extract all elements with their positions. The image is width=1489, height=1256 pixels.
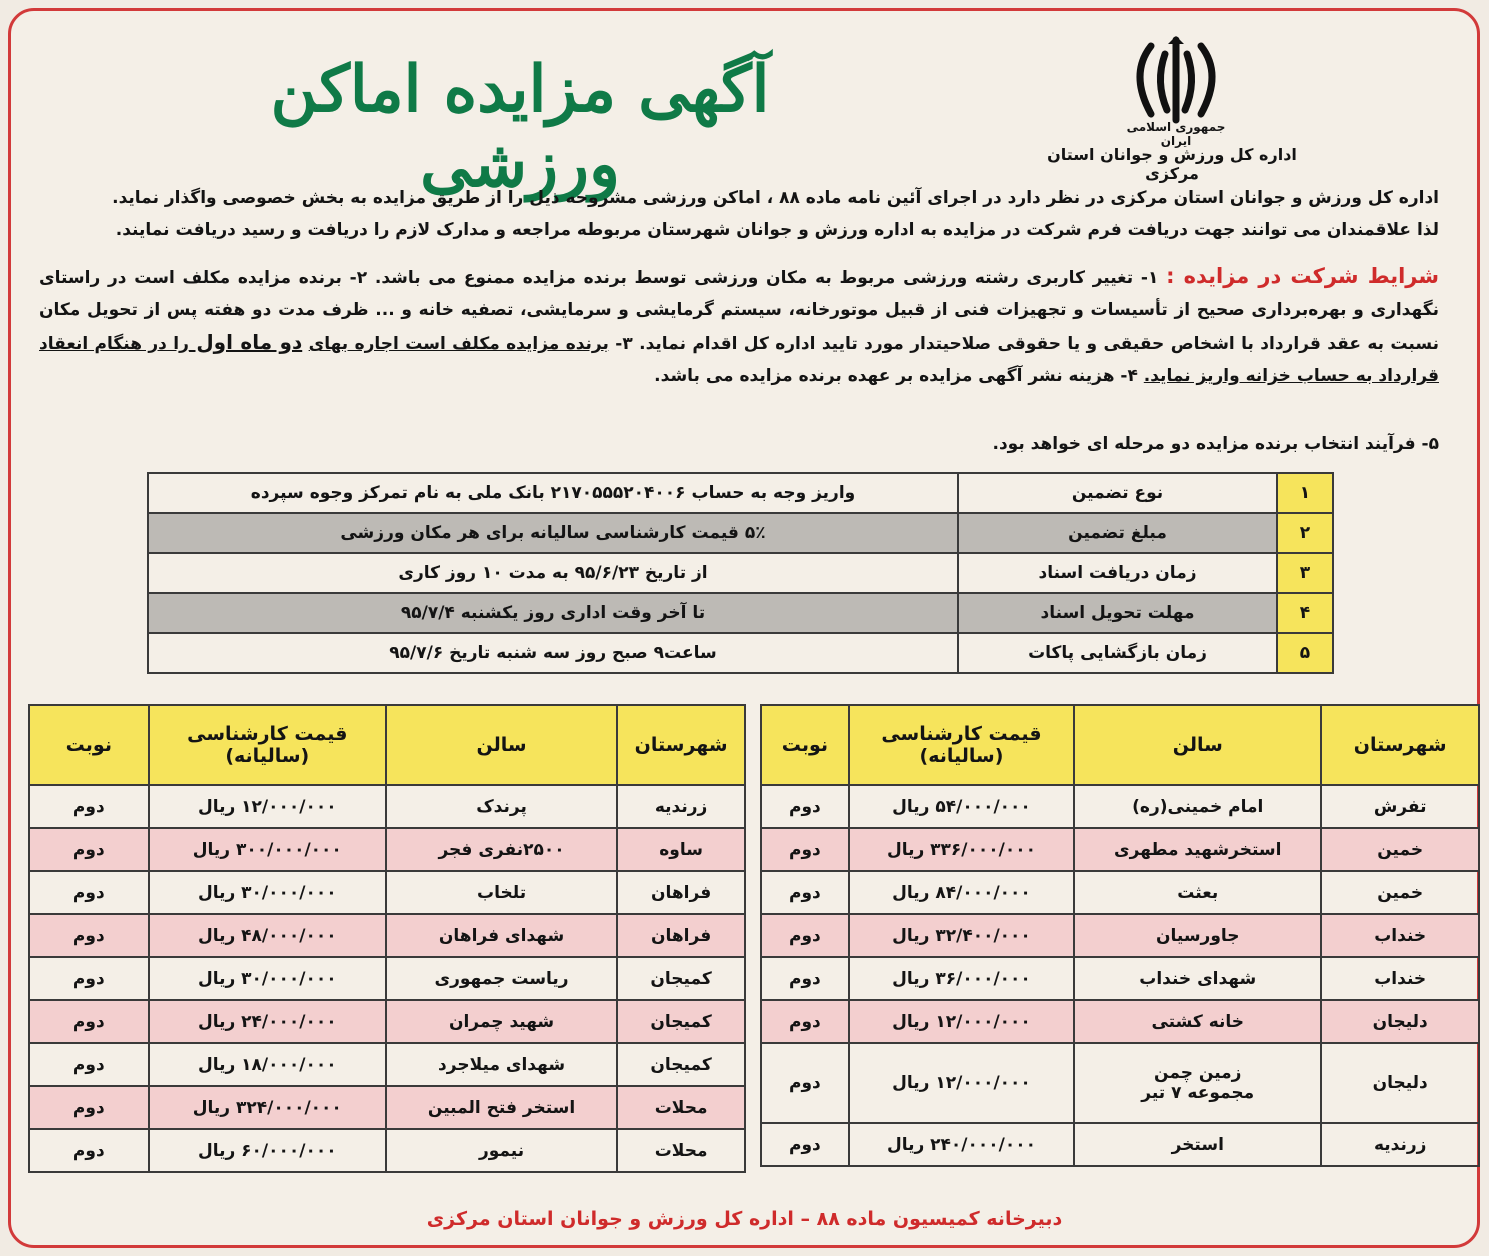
table-header-row	[29, 705, 745, 785]
terms-row	[148, 593, 1333, 633]
cell-round: دوم	[761, 1000, 849, 1043]
cell-hall: نیمور	[386, 1129, 617, 1172]
cell-round: دوم	[29, 1086, 149, 1129]
cell-round: دوم	[29, 785, 149, 828]
cell-city: فراهان	[617, 914, 745, 957]
terms-value: ۵٪ قیمت کارشناسی سالیانه برای هر مکان ورزشی	[148, 513, 958, 553]
conditions-heading: شرایط شرکت در مزایده :	[1166, 264, 1439, 288]
cell-price: ۱۲/۰۰۰/۰۰۰ ریال	[849, 1000, 1074, 1043]
cell-round: دوم	[29, 914, 149, 957]
terms-key: مهلت تحویل اسناد	[958, 593, 1277, 633]
cell-round: دوم	[29, 1129, 149, 1172]
cell-city: دلیجان	[1321, 1043, 1479, 1123]
column-header-round: نوبت	[761, 705, 849, 785]
table-row	[29, 914, 745, 957]
cell-hall: بعثت	[1074, 871, 1321, 914]
cell-round: دوم	[29, 1000, 149, 1043]
cell-city: فراهان	[617, 871, 745, 914]
cell-price: ۲۴۰/۰۰۰/۰۰۰ ریال	[849, 1123, 1074, 1166]
cell-city: خنداب	[1321, 957, 1479, 1000]
price-header-line-2: (سالیانه)	[919, 745, 1004, 767]
terms-row	[148, 473, 1333, 513]
cell-hall	[1074, 1043, 1321, 1123]
venues-table-left	[28, 704, 746, 1173]
cell-price: ۳۰۰/۰۰۰/۰۰۰ ریال	[149, 828, 386, 871]
table-row	[761, 957, 1479, 1000]
table-row	[29, 1000, 745, 1043]
cell-hall: تلخاب	[386, 871, 617, 914]
conditions-part-1: ۱- تغییر کاربری رشته ورزشی مربوط به مکان ورزشی توسط برنده مزایده ممنوع می باشد. ۲- برنده مزایده مکلف است در راستای نگهداری و بهره‌برداری صحیح از تأسیسات و تجهیزات فنی از قبیل موتورخانه، سیستم گرمایشی و سرمایشی، تصفیه خانه و ... ظرف مدت دو هفته پس از تحویل مکان نسبت به عقد قرارداد با اشخاص حقیقی و یا حقوقی صلاحیتدار مورد تایید اداره کل اقدام نماید. ۳-	[39, 268, 1440, 354]
cell-price: ۳۲۴/۰۰۰/۰۰۰ ریال	[149, 1086, 386, 1129]
table-row	[761, 1043, 1479, 1123]
cell-hall: شهدای خنداب	[1074, 957, 1321, 1000]
conditions-underline-2: را در هنگام انعقاد قرارداد به حساب خزانه واریز نماید.	[39, 334, 1439, 386]
table-row	[29, 1086, 745, 1129]
cell-city: تفرش	[1321, 785, 1479, 828]
table-row	[29, 828, 745, 871]
cell-city: زرندیه	[617, 785, 745, 828]
notice-title: آگهی مزایده اماکن ورزشی	[270, 52, 770, 202]
cell-hall: شهدای فراهان	[386, 914, 617, 957]
cell-round: دوم	[761, 957, 849, 1000]
terms-key: مبلغ تضمین	[958, 513, 1277, 553]
terms-num: ۴	[1277, 593, 1333, 633]
table-row	[761, 914, 1479, 957]
terms-key: زمان دریافت اسناد	[958, 553, 1277, 593]
table-row	[29, 871, 745, 914]
cell-price: ۶۰/۰۰۰/۰۰۰ ریال	[149, 1129, 386, 1172]
table-row	[29, 957, 745, 1000]
cell-round: دوم	[761, 1123, 849, 1166]
cell-city: کمیجان	[617, 957, 745, 1000]
conditions-part-2: ۴- هزینه نشر آگهی مزایده بر عهده برنده مزایده می باشد.	[654, 366, 1138, 386]
cell-round: دوم	[29, 828, 149, 871]
cell-city: خنداب	[1321, 914, 1479, 957]
terms-row	[148, 553, 1333, 593]
cell-price: ۸۴/۰۰۰/۰۰۰ ریال	[849, 871, 1074, 914]
cell-round: دوم	[29, 1043, 149, 1086]
venues-table-right	[760, 704, 1480, 1167]
cell-price: ۱۸/۰۰۰/۰۰۰ ریال	[149, 1043, 386, 1086]
cell-city: خمین	[1321, 871, 1479, 914]
cell-hall: استخر فتح المبین	[386, 1086, 617, 1129]
column-header-price	[149, 705, 386, 785]
terms-num: ۳	[1277, 553, 1333, 593]
cell-city: دلیجان	[1321, 1000, 1479, 1043]
terms-value: تا آخر وقت اداری روز یکشنبه ۹۵/۷/۴	[148, 593, 958, 633]
cell-round: دوم	[761, 828, 849, 871]
conditions-line-5: ۵- فرآیند انتخاب برنده مزایده دو مرحله ای خواهد بود.	[992, 434, 1439, 454]
cell-price: ۱۲/۰۰۰/۰۰۰ ریال	[849, 1043, 1074, 1123]
republic-label: جمهوری اسلامی ایران	[1126, 120, 1226, 148]
price-header-line-1: قیمت کارشناسی	[187, 723, 348, 745]
price-header-line-2: (سالیانه)	[225, 745, 310, 767]
table-row	[29, 785, 745, 828]
cell-hall: شهید چمران	[386, 1000, 617, 1043]
terms-num: ۲	[1277, 513, 1333, 553]
intro-line-1: اداره کل ورزش و جوانان استان مرکزی در نظر دارد در اجرای آئین نامه ماده ۸۸ ، اماکن ورزشی مشروحه ذیل را از طریق مزایده به بخش خصوصی واگذار نماید.	[112, 188, 1439, 208]
intro-line-2: لذا علاقمندان می توانند جهت دریافت فرم شرکت در مزایده به اداره ورزش و جوانان شهرستان مربوطه مراجعه و مدارک لازم را دریافت و رسید دریافت نمایند.	[115, 220, 1439, 240]
cell-price: ۳۰/۰۰۰/۰۰۰ ریال	[149, 871, 386, 914]
table-header-row	[761, 705, 1479, 785]
cell-city: خمین	[1321, 828, 1479, 871]
table-row	[761, 785, 1479, 828]
column-header-city: شهرستان	[617, 705, 745, 785]
cell-city: محلات	[617, 1086, 745, 1129]
cell-round: دوم	[29, 957, 149, 1000]
cell-price: ۵۴/۰۰۰/۰۰۰ ریال	[849, 785, 1074, 828]
cell-hall: استخرشهید مطهری	[1074, 828, 1321, 871]
price-header-line-1: قیمت کارشناسی	[881, 723, 1042, 745]
column-header-hall: سالن	[1074, 705, 1321, 785]
table-row	[29, 1043, 745, 1086]
iran-emblem-icon	[1121, 34, 1231, 130]
cell-hall: ریاست جمهوری	[386, 957, 617, 1000]
cell-hall: شهدای میلاجرد	[386, 1043, 617, 1086]
cell-round: دوم	[29, 871, 149, 914]
cell-price: ۳۳۶/۰۰۰/۰۰۰ ریال	[849, 828, 1074, 871]
terms-num: ۵	[1277, 633, 1333, 673]
cell-price: ۳۲/۴۰۰/۰۰۰ ریال	[849, 914, 1074, 957]
cell-city: کمیجان	[617, 1000, 745, 1043]
cell-round: دوم	[761, 914, 849, 957]
cell-hall-line-2: مجموعه ۷ تیر	[1141, 1083, 1255, 1103]
cell-hall: خانه کشتی	[1074, 1000, 1321, 1043]
cell-hall: پرندک	[386, 785, 617, 828]
column-header-price	[849, 705, 1074, 785]
terms-row	[148, 513, 1333, 553]
terms-row	[148, 633, 1333, 673]
table-row	[761, 1123, 1479, 1166]
cell-city: محلات	[617, 1129, 745, 1172]
cell-hall: استخر	[1074, 1123, 1321, 1166]
column-header-round: نوبت	[29, 705, 149, 785]
terms-table	[147, 472, 1334, 674]
cell-price: ۴۸/۰۰۰/۰۰۰ ریال	[149, 914, 386, 957]
cell-hall: امام خمینی(ره)	[1074, 785, 1321, 828]
cell-hall: جاورسیان	[1074, 914, 1321, 957]
cell-city: ساوه	[617, 828, 745, 871]
table-row	[761, 828, 1479, 871]
table-row	[29, 1129, 745, 1172]
cell-city: زرندیه	[1321, 1123, 1479, 1166]
cell-round: دوم	[761, 871, 849, 914]
cell-hall: ۲۵۰۰نفری فجر	[386, 828, 617, 871]
column-header-hall: سالن	[386, 705, 617, 785]
terms-key: زمان بازگشایی پاکات	[958, 633, 1277, 673]
conditions-bold: دو ماه اول	[188, 330, 303, 354]
cell-round: دوم	[761, 1043, 849, 1123]
cell-price: ۲۴/۰۰۰/۰۰۰ ریال	[149, 1000, 386, 1043]
terms-num: ۱	[1277, 473, 1333, 513]
terms-key: نوع تضمین	[958, 473, 1277, 513]
conditions-underline-1: برنده مزایده مکلف است اجاره بهای	[308, 334, 609, 354]
cell-price: ۳۶/۰۰۰/۰۰۰ ریال	[849, 957, 1074, 1000]
table-row	[761, 871, 1479, 914]
terms-value: ساعت۹ صبح روز سه شنبه تاریخ ۹۵/۷/۶	[148, 633, 958, 673]
terms-value: از تاریخ ۹۵/۶/۲۳ به مدت ۱۰ روز کاری	[148, 553, 958, 593]
footer-secretariat: دبیرخانه کمیسیون ماده ۸۸ – اداره کل ورزش و جوانان استان مرکزی	[426, 1208, 1063, 1230]
cell-hall-line-1: زمین چمن	[1154, 1063, 1242, 1083]
cell-city: کمیجان	[617, 1043, 745, 1086]
office-name: اداره کل ورزش و جوانان استان مرکزی	[1047, 145, 1297, 183]
table-row	[761, 1000, 1479, 1043]
cell-round: دوم	[761, 785, 849, 828]
column-header-city: شهرستان	[1321, 705, 1479, 785]
cell-price: ۱۲/۰۰۰/۰۰۰ ریال	[149, 785, 386, 828]
terms-value: واریز وجه به حساب ۲۱۷۰۵۵۵۲۰۴۰۰۶ بانک ملی به نام تمرکز وجوه سپرده	[148, 473, 958, 513]
conditions-paragraph	[39, 260, 1439, 392]
cell-price: ۳۰/۰۰۰/۰۰۰ ریال	[149, 957, 386, 1000]
